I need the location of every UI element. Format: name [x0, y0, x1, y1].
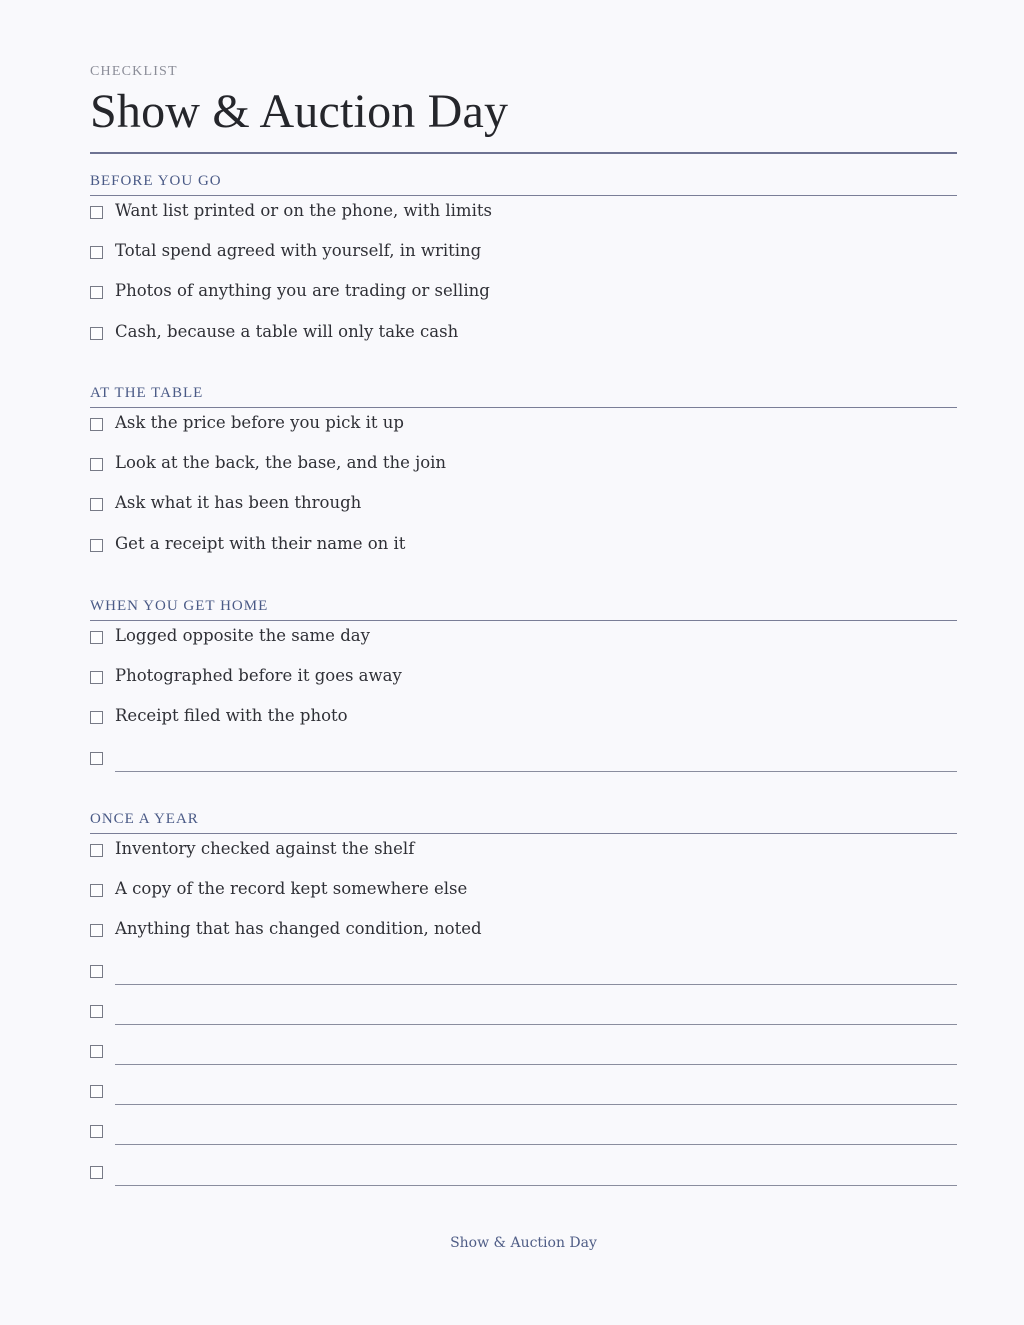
checkbox[interactable]	[90, 458, 103, 471]
checkbox[interactable]	[90, 711, 103, 724]
checklist-item	[90, 623, 957, 663]
checklist-items	[90, 198, 957, 359]
checklist-item-label: Cash, because a table will only take cash	[115, 321, 459, 341]
page-kicker: CHECKLIST	[90, 64, 178, 79]
checkbox[interactable]	[90, 1125, 103, 1138]
section-heading: ONCE A YEAR	[90, 808, 957, 834]
checkbox[interactable]	[90, 498, 103, 511]
checklist-item	[90, 663, 957, 703]
checklist-item	[90, 238, 957, 278]
checklist-item	[90, 319, 957, 359]
checkbox[interactable]	[90, 1005, 103, 1018]
checklist-item	[90, 836, 957, 876]
checklist-item	[90, 278, 957, 318]
checklist-section	[90, 808, 957, 1198]
blank-write-in-line[interactable]	[115, 1064, 957, 1065]
checkbox[interactable]	[90, 631, 103, 644]
checklist-item	[90, 957, 957, 997]
checklist-item	[90, 450, 957, 490]
checkbox[interactable]	[90, 965, 103, 978]
checklist-item-label: Total spend agreed with yourself, in writing	[115, 241, 482, 261]
checklist-item	[90, 1117, 957, 1157]
checklist-section	[90, 170, 957, 359]
checklist-items	[90, 836, 957, 1198]
section-heading: AT THE TABLE	[90, 382, 957, 408]
blank-write-in-line[interactable]	[115, 1024, 957, 1025]
blank-write-in-line[interactable]	[115, 771, 957, 772]
section-heading: WHEN YOU GET HOME	[90, 595, 957, 621]
checklist-item-label: A copy of the record kept somewhere else	[115, 879, 468, 899]
checklist-section	[90, 382, 957, 571]
checklist-item	[90, 198, 957, 238]
checklist-item	[90, 1037, 957, 1077]
checkbox[interactable]	[90, 924, 103, 937]
checkbox[interactable]	[90, 1045, 103, 1058]
checklist-items	[90, 410, 957, 571]
blank-write-in-line[interactable]	[115, 984, 957, 985]
checkbox[interactable]	[90, 1085, 103, 1098]
checklist-item	[90, 410, 957, 450]
checklist-item-label: Anything that has changed condition, noted	[115, 919, 482, 939]
checkbox[interactable]	[90, 418, 103, 431]
checklist-item-label: Ask the price before you pick it up	[115, 413, 404, 432]
checklist-item-label: Photographed before it goes away	[115, 666, 402, 686]
checklist-item-label: Receipt filed with the photo	[115, 706, 348, 726]
page-footer: Show & Auction Day	[450, 1235, 597, 1251]
blank-write-in-line[interactable]	[115, 1144, 957, 1145]
checklist-item-label: Ask what it has been through	[115, 493, 362, 513]
checkbox[interactable]	[90, 206, 103, 219]
checklist-item-label: Get a receipt with their name on it	[115, 533, 406, 553]
checklist-item-label: Photos of anything you are trading or selling	[115, 281, 490, 301]
checklist-item	[90, 997, 957, 1037]
checkbox[interactable]	[90, 327, 103, 340]
blank-write-in-line[interactable]	[115, 1104, 957, 1105]
checklist-item	[90, 1158, 957, 1198]
checklist-item-label: Want list printed or on the phone, with limits	[115, 201, 492, 220]
checklist-item	[90, 703, 957, 743]
checklist-item-label: Logged opposite the same day	[115, 626, 370, 645]
checkbox[interactable]	[90, 246, 103, 259]
section-heading: BEFORE YOU GO	[90, 170, 957, 196]
checkbox[interactable]	[90, 844, 103, 857]
checklist-section	[90, 595, 957, 784]
checkbox[interactable]	[90, 1166, 103, 1179]
checklist-item-label: Look at the back, the base, and the join	[115, 453, 447, 473]
checklist-item	[90, 531, 957, 571]
checklist-item	[90, 876, 957, 916]
checkbox[interactable]	[90, 671, 103, 684]
checklist-items	[90, 623, 957, 784]
checklist-item-label: Inventory checked against the shelf	[115, 839, 415, 858]
blank-write-in-line[interactable]	[115, 1185, 957, 1186]
checklist-item	[90, 490, 957, 530]
checkbox[interactable]	[90, 286, 103, 299]
checkbox[interactable]	[90, 884, 103, 897]
checkbox[interactable]	[90, 752, 103, 765]
checklist-item	[90, 744, 957, 784]
title-divider	[90, 152, 957, 154]
checkbox[interactable]	[90, 539, 103, 552]
checklist-page	[90, 0, 957, 1325]
page-title: Show & Auction Day	[90, 85, 509, 138]
checklist-item	[90, 1077, 957, 1117]
checklist-item	[90, 916, 957, 956]
